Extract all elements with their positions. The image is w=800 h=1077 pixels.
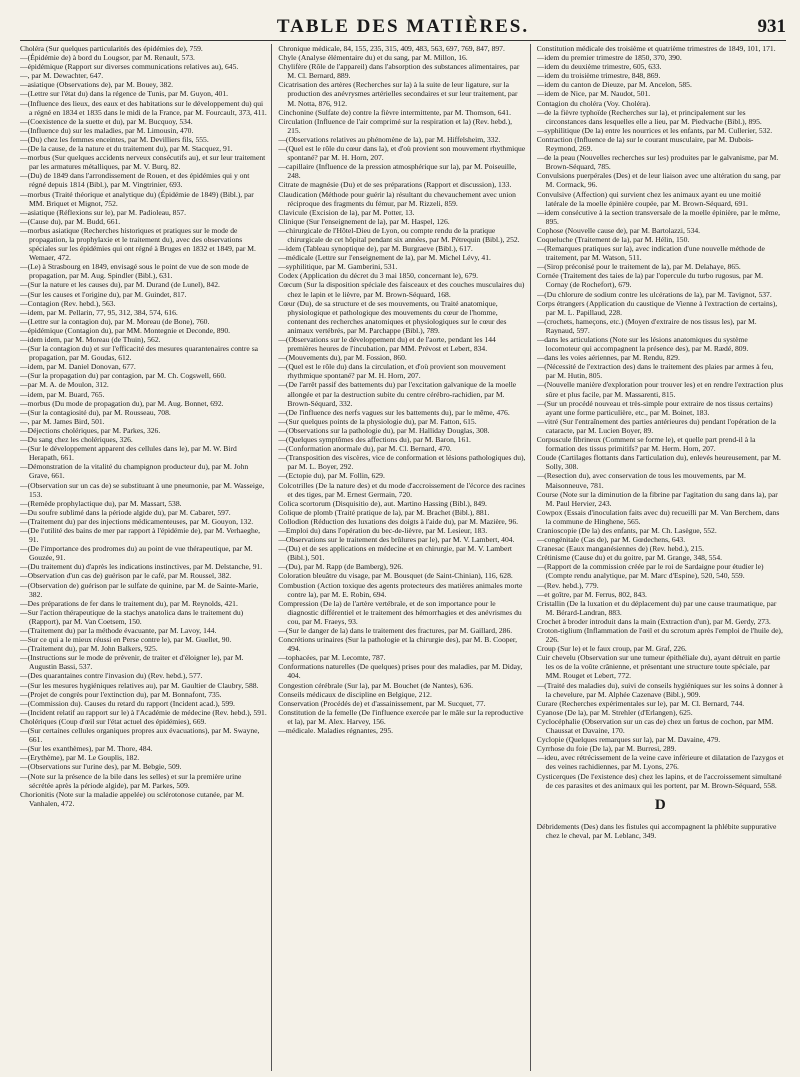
index-entry: Conformations naturelles (De quelques) prises pour des maladies, par M. Diday, 404. — [278, 662, 523, 681]
index-entry: —(De l'arrêt passif des battements du) par l'excitation galvanique de la moelle allongée et par la destruction subite du centre cérébro-rachidien, par M. Brown-Séquard, 332. — [278, 380, 517, 408]
index-entry: Chylifère (Rôle de l'appareil) dans l'absorption des substances alimentaires, par M. Cl. Bernard, 889. — [278, 62, 520, 81]
index-entry: —ideu, avec rétrécissement de la veine cave inférieure et dilatation de l'azygos et des veines rachidiennes, par M. Lyons, 276. — [536, 753, 784, 772]
index-entry: —(Note sur la présence de la bile dans les selles) et sur la première urine sécrétée après la période algide), par M. Parkes, 509. — [20, 771, 242, 790]
index-entry: —(Mouvements du), par M. Fossion, 860. — [278, 353, 407, 363]
index-entry: —congénitale (Cas de), par M. Gœdechens, 643. — [536, 535, 686, 545]
index-entry: —(Coexistence de la suette et du), par M. Bucquoy, 534. — [20, 116, 193, 126]
index-entry: —épidémique (Contagion du), par MM. Montegnie et Deconde, 890. — [20, 325, 231, 335]
index-entry: —morbus (Traité théorique et analytique du) (Épidémie de 1849) (Bibl.), par MM. Briquet et Mignot, 752. — [20, 189, 254, 208]
page-number: 931 — [757, 16, 786, 37]
index-entry: —(De l'influence des nerfs vagues sur les battements du), par le même, 476. — [278, 407, 510, 417]
index-entry: Cœcum (Sur la disposition spéciale des faisceaux et des couches musculaires du) chez le lapin et le lièvre, par M. Brown-Séquard, 168. — [278, 280, 525, 299]
index-entry: Choléra (Sur quelques particularités des épidémies de), 759. — [20, 44, 203, 53]
index-entry: Crétinisme (Cause du) et du goitre, par M. Grange, 348, 554. — [536, 553, 723, 563]
index-entry: Chorionitis (Note sur la maladie appelée) ou sclérotonose cutanée, par M. Vanhalen, 472. — [20, 789, 244, 808]
index-entry: Cyclocéphalie (Observation sur un cas de) chez un fœtus de cochon, par MM. Chaussat et Davaine, 170. — [536, 716, 774, 736]
index-entry: Crochet à broder introduit dans la main (Extraction d'un), par M. Gerdy, 273. — [536, 616, 771, 626]
index-entry: —(Erythème), par M. Le Gouplis, 182. — [20, 753, 140, 763]
index-entry: Coloration bleuâtre du visage, par M. Bousquet (de Saint-Chinian), 116, 628. — [278, 571, 513, 581]
index-entry: —(Sur le danger de la) dans le traitement des fractures, par M. Gaillard, 286. — [278, 626, 513, 635]
index-entry: Citrate de magnésie (Du) et de ses préparations (Rapport et discussion), 133. — [278, 180, 512, 190]
index-entry: —(Influence du) sur les maladies, par M. Limousin, 470. — [20, 125, 194, 135]
index-entry: —(Observations sur l'urine des), par M. Bebgie, 509. — [20, 762, 182, 772]
index-entry: —dans les voies aériennes, par M. Rendu, 829. — [536, 353, 680, 363]
index-entry: —(Du traitement du) d'après les indications instinctives, par M. Delstanche, 91. — [20, 562, 263, 572]
index-entry: —morbus (Sur quelques accidents nerveux consécutifs au), et sur leur traitement par les armatures métalliques, par M. V. Burq, 82. — [20, 153, 266, 172]
index-entry: Corpuscule fibrineux (Comment se forme le), et quelle part prend-il à la formation des tissus primitifs? par M. Herm. Horn, 207. — [536, 435, 756, 454]
index-entry: Congestion cérébrale (Sur la), par M. Bouchet (de Nantes), 636. — [278, 680, 473, 690]
index-entry: Débridements (Des) dans les fistules qui accompagnent la phlébite suppurative chez le cheval, par M. Leblanc, 349. — [536, 821, 777, 840]
index-entry: —idem du premier trimestre de 1850, 370, 390. — [536, 53, 682, 63]
index-entry: Cyanose (De la), par M. Strehler (d'Erlangen), 625. — [536, 707, 693, 717]
index-entry: Circulation (Influence de l'air comprimé sur la respiration et la) (Rev. hebd.), 215. — [278, 116, 512, 135]
index-entry: —(Observation de) guérison par le sulfate de quinine, par M. de Sainte-Marie, 382. — [20, 580, 259, 599]
index-entry: —(De la cause, de la nature et du traitement du), par M. Stacquez, 91. — [20, 144, 233, 154]
index-entry: Cophose (Nouvelle cause de), par M. Bartolazzi, 534. — [536, 225, 701, 235]
index-entry: Claudication (Méthode pour guérir la) résultant du chevauchement avec union réciproque des fragments du fémur, par M. Rizzeli, 859. — [278, 189, 516, 208]
index-entry: —(Sur la contagiosité du), par M. Rousseau, 708. — [20, 407, 171, 417]
index-entry: —(Lettre sur la contagion du), par M. Moreau (de Bone), 760. — [20, 316, 210, 326]
index-entry: —Déjections cholériques, par M. Parkes, 326. — [20, 425, 161, 435]
index-entry: —(Quelques symptômes des affections du), par M. Baron, 161. — [278, 435, 471, 445]
index-entry: —Observations sur le traitement des brûlures par le), par M. V. Lambert, 404. — [278, 535, 515, 545]
index-entry: —capillaire (Influence de la pression atmosphérique sur la), par M. Poiseuille, 248. — [278, 162, 517, 181]
index-entry: —(Du) et de ses applications en médecine et en chirurgie, par M. V. Lambert (Bibl.), 501. — [278, 544, 512, 563]
index-entry: Convulsive (Affection) qui survient chez les animaux ayant eu une moitié latérale de la moelle épinière coupée, par M. Brown-Séquard, 691. — [536, 189, 761, 208]
index-entry: —(De l'importance des prodromes du) au point de vue thérapeutique, par M. Gouzée, 91. — [20, 544, 253, 563]
index-entry: Constitution de la femelle (De l'influence exercée par le mâle sur la reproductive et la), par M. Alex. Harvey, 156. — [278, 707, 524, 726]
index-entry: —(Sur la propagation du) par contagion, par M. Ch. Cogswell, 660. — [20, 371, 227, 381]
index-entry: —médicale (Lettre sur l'enseignement de la), par M. Michel Lévy, 41. — [278, 253, 491, 263]
index-entry: Compression (De la) de l'artère vertébrale, et de son importance pour le diagnostic différentiel et le traitement des hémorrhagies et des anévrismes du cou, par M. Fraeys, 93. — [278, 598, 522, 626]
index-entry: —(Sur les causes et l'origine du), par M. Guindet, 817. — [20, 289, 187, 299]
index-entry: —idem du deuxième trimestre, 605, 633. — [536, 62, 662, 72]
index-entry: Coqueluche (Traitement de la), par M. Hélin, 150. — [536, 234, 690, 244]
index-entry: Croup (Sur le) et le faux croup, par M. Graf, 226. — [536, 644, 687, 654]
index-entry: —(Transposition des viscères, vice de conformation et lésions pathologiques du), par M. L. Boyer, 292. — [278, 453, 526, 472]
index-entry: Clavicule (Excision de la), par M. Potter, 13. — [278, 207, 415, 217]
index-entry: —Des préparations de fer dans le traitement du), par M. Reynolds, 421. — [20, 598, 238, 608]
index-entry: Croton-tiglium (Inflammation de l'œil et du scrotum après l'emploi de l'huile de), 226. — [536, 626, 783, 645]
index-entry: —(Nouvelle manière d'exploration pour trouver les) et en rendre l'extraction plus sûre et plus facile, par M. Massarenti, 815. — [536, 380, 784, 399]
index-entry: Course (Note sur la diminution de la fibrine par l'agitation du sang dans la), par M. Paul Hervier, 243. — [536, 489, 778, 508]
index-entry: Cysticerques (De l'existence des) chez les lapins, et de l'accroissement simultané de ces parasites et des animaux qui les portent, par M. Brown-Séquard, 558. — [536, 771, 782, 790]
index-entry: Cœur (Du), de sa structure et de ses mouvements, ou Traité anatomique, physiologique et pathologique des mouvements du cœur de l'homme, contenant des recherches anatomiques et physiologiques sur le cœur des animaux vertébrés, par M. Parchappe (Bibl.), 789. — [278, 298, 507, 335]
index-entry: Cranioscopie (De la) des enfants, par M. Ch. Lasègue, 552. — [536, 525, 717, 535]
index-entry: —(Sur le développement apparent des cellules dans le), par M. W. Bird Herapath, 661. — [20, 444, 237, 463]
index-entry: Cholériques (Coup d'œil sur l'état actuel des épidémies), 669. — [20, 716, 207, 726]
index-entry: —(Sur la nature et les causes du), par M. Durand (de Lunel), 842. — [20, 280, 220, 290]
index-entry: —vitré (Sur l'entraînement des parties antérieures du) pendant l'opération de la cataracte, par M. Lucien Boyer, 89. — [536, 416, 776, 435]
index-entry: —chirurgicale de l'Hôtel-Dieu de Lyon, ou compte rendu de la pratique chirurgicale de cet hôpital pendant six années, par M. Pétrequin (Bibl.), 252. — [278, 225, 520, 244]
index-entry: —Observation d'un cas de) guérison par le café, par M. Roussel, 382. — [20, 571, 232, 581]
index-entry: Conseils médicaux de discipline en Belgique, 212. — [278, 689, 432, 699]
index-entry: Cinchonine (Sulfate de) contre la fièvre intermittente, par M. Thomson, 641. — [278, 107, 511, 117]
index-entry: —(Remède prophylactique du), par M. Massart, 538. — [20, 498, 182, 508]
index-entry: —, par M. James Bird, 501. — [20, 416, 105, 426]
index-entry: —idem (Tableau synoptique de), par M. Burgraeve (Bibl.), 617. — [278, 244, 473, 254]
index-entry: —Démonstration de la vitalité du champignon producteur du), par M. John Grave, 661. — [20, 462, 249, 481]
index-entry: —idem, par M. Buard, 765. — [20, 389, 105, 399]
index-entry: —asiatique (Réflexions sur le), par M. Padioleau, 857. — [20, 207, 186, 217]
index-entry: —(Du), par M. Rapp (de Bamberg), 926. — [278, 562, 404, 572]
index-entry: —(crochets, hameçons, etc.) (Moyen d'extraire de nos tissus les), par M. Raynaud, 597. — [536, 316, 757, 335]
index-entry: Convulsions puerpérales (Des) et de leur liaison avec une altération du sang, par M. Cormack, 96. — [536, 171, 781, 190]
index-entry: Cranesac (Eaux manganésiennes de) (Rev. hebd.), 215. — [536, 544, 705, 554]
index-entry: —par M. A. de Moulon, 312. — [20, 380, 109, 390]
index-entry: —Emploi du) dans l'opération du bec-de-lièvre, par M. Lesieur, 183. — [278, 525, 488, 535]
index-entry: Colcotrilles (De la nature des) et du mode d'accroissement de l'écorce des racines et des tiges, par M. Ernest Germain, 720. — [278, 480, 526, 499]
index-entry: Corps étrangers (Application du caustique de Vienne à l'extraction de certains), par M. L. Papillaud, 228. — [536, 298, 778, 317]
index-entry: —(Conformation anormale du), par M. Cl. Bernard, 470. — [278, 444, 452, 454]
index-entry: —idem, par M. Pellarin, 77, 95, 312, 384, 574, 616. — [20, 307, 178, 317]
index-entry: —(Remarques pratiques sur la), avec indication d'une nouvelle méthode de traitement, par M. Watson, 511. — [536, 244, 765, 263]
index-entry: Contraction (Influence de la) sur le courant musculaire, par M. Dubois-Reymond, 269. — [536, 134, 754, 154]
section-letter: D — [654, 796, 666, 813]
index-entry: —(Quel est le rôle du cœur dans la), et d'où provient son mouvement rhythmique spontané? par M. H. Horn, 207. — [278, 144, 526, 163]
index-entry: —(De l'utilité des bains de mer par rapport à l'épidémie de), par M. Verhaeghe, 91. — [20, 525, 261, 545]
index-entry: Colica scortorum (Disquisitio de), aut. Martino Hassing (Bibl.), 849. — [278, 498, 487, 508]
index-entry: —(Traité des maladies du), suivi de conseils hygiéniques sur les soins à donner à la chevelure, par M. Alphée Cazenave (Bibl.), 909. — [536, 680, 783, 699]
index-entry: Codex (Application du décret du 3 mai 1850, concernant le), 679. — [278, 271, 479, 281]
index-entry: —(Traitement du), par M. John Balkers, 925. — [20, 644, 158, 654]
index-entry: —morbus asiatique (Recherches historiques et pratiques sur le mode de propagation, la prophylaxie et le traitement du), avec des observations spéciales sur les épidémies qui ont régné à Bruges en 1832 et 1849, par M. Wemaer, 472. — [20, 225, 256, 263]
index-entry: —Du soufre sublimé dans la période algide du), par M. Cabaret, 597. — [20, 507, 231, 517]
index-entry: —(Du chlorure de sodium contre les ulcérations de la), par M. Tavignot, 537. — [536, 289, 772, 299]
index-entry: —(Instructions sur le mode de prévenir, de traiter et d'éloigner le), par M. Augustin Bassi, 537. — [20, 653, 244, 672]
index-entry: Clinique (Sur l'enseignement de la), par M. Haspel, 126. — [278, 216, 450, 226]
index-entry: Conservation (Procédés de) et d'assainissement, par M. Sucquet, 77. — [278, 698, 486, 708]
page-header — [20, 14, 786, 41]
index-entry: Chyle (Analyse élémentaire du) et du sang, par M. Millon, 16. — [278, 53, 468, 63]
index-entry: —(Observations sur la pathologie du), par M. Halliday Douglas, 308. — [278, 425, 490, 435]
index-entry: —(Des quarantaines contre l'invasion du) (Rev. hebd.), 577. — [20, 671, 203, 681]
index-entry: Chronique médicale, 84, 155, 235, 315, 409, 483, 563, 697, 769, 847, 897. — [278, 44, 505, 53]
index-entry: —médicale. Maladies régnantes, 295. — [278, 726, 394, 736]
index-entry: —épidémique (Rapport sur diverses communications relatives au), 645. — [20, 62, 239, 72]
index-entry: —(Nécessité de l'extraction des) dans le traitement des plaies par armes à feu, par M. Hutin, 805. — [536, 362, 774, 381]
index-entry: —Du sang chez les cholériques, 326. — [20, 435, 133, 445]
index-entry: —idem de Nice, par M. Naudot, 501. — [536, 89, 651, 99]
index-entry: —dans les articulations (Note sur les lésions anatomiques du système locomoteur qui accompagnent la présence des), par M. Rædé, 809. — [536, 335, 749, 354]
index-column-1 — [20, 44, 272, 1071]
index-entry: —(Observations sur le développement du) et de l'aorte, pendant les 144 premières heures de l'incubation, par MM. Prévost et Lebert, 834. — [278, 335, 496, 354]
index-entry: Collodion (Réduction des luxations des doigts à l'aide du), par M. Mazière, 96. — [278, 516, 519, 526]
index-column-2 — [278, 44, 530, 1071]
index-entry: —idem du canton de Dieuze, par M. Ancelon, 585. — [536, 80, 692, 90]
index-entry: Cyclopie (Quelques remarques sur la), par M. Davaine, 479. — [536, 735, 721, 745]
index-entry: Colique de plomb (Traité pratique de la), par M. Brachet (Bibl.), 881. — [278, 507, 490, 517]
index-entry: Cuir chevelu (Observation sur une tumeur épithéliale du), ayant détruit en partie les os de la voûte crânienne, et présentant une structure toute spéciale, par MM. Rouget et Lebert, 772. — [536, 653, 781, 681]
index-entry: Concrétions urinaires (Sur la pathologie et la chirurgie des), par M. B. Cooper, 494. — [278, 635, 518, 654]
index-entry: Contagion du choléra (Voy. Choléra). — [536, 98, 651, 108]
index-entry: —(Traitement du) par des injections médicamenteuses, par M. Gouyon, 132. — [20, 516, 254, 526]
index-entry: —(Rapport de la commission créée par le roi de Sardaigne pour étudier le) (Compte rendu analytique, par M. Marc d'Espine), 520, 540, 559. — [536, 562, 764, 581]
index-entry: —(Le) à Strasbourg en 1849, envisagé sous le point de vue de son mode de propagation, par M. Aug. Spindler (Bibl.), 631. — [20, 262, 249, 281]
index-entry: —(Sur les exanthèmes), par M. Thore, 484. — [20, 744, 153, 754]
index-entry: —idem consécutive à la section transversale de la moelle épinière, par le même, 895. — [536, 207, 780, 226]
index-entry: —morbus (Du mode de propagation du), par M. Aug. Bonnet, 692. — [20, 398, 224, 408]
index-entry: —tophacées, par M. Lecomte, 787. — [278, 653, 386, 663]
index-entry: Cicatrisation des artères (Recherches sur la) à la suite de leur ligature, sur la production des anévrysmes artérielles secondaires et sur leur traitement, par M. Notta, 876, 912. — [278, 80, 518, 108]
index-entry: —(Épidémie de) à bord du Lougsor, par M. Renault, 573. — [20, 53, 195, 63]
index-entry: —syphilitique (De la) entre les nourrices et les enfants, par M. Cullerier, 532. — [536, 125, 773, 135]
index-entry: —(Cause du), par M. Budd, 661. — [20, 216, 121, 226]
index-entry: —(Rev. hebd.), 779. — [536, 580, 599, 590]
index-entry: —de la peau (Nouvelles recherches sur les) produites par le galvanisme, par M. Brown-Séquard, 785. — [536, 153, 779, 172]
index-entry: —(Du) chez les femmes enceintes, par M. Devilliers fils, 555. — [20, 134, 209, 144]
index-entry: —(Lettre sur l'état du) dans la régence de Tunis, par M. Guyon, 401. — [20, 89, 229, 99]
index-entry: —(Sur certaines cellules organiques propres aux évacuations), par M. Swayne, 661. — [20, 726, 260, 745]
index-entry: —(Influence des lieux, des eaux et des habitations sur le développement du) qui a régné en 1834 et 1835 dans le midi de la France, par M. Fourcault, 373, 411. — [20, 98, 267, 117]
index-entry: —Sur l'action thérapeutique de la stachys anatolica dans le traitement du) (Rapport), par M. Van Coetsem, 150. — [20, 607, 244, 626]
index-entry: —, par M. Dewachter, 647. — [20, 71, 104, 81]
page-title: TABLE DES MATIÈRES. — [276, 16, 530, 37]
index-entry: —asiatique (Observations de), par M. Bouey, 382. — [20, 80, 174, 90]
index-entry: —de la fièvre typhoïde (Recherches sur la), et principalement sur les circonstances dans lesquelles elle a lieu, par M. Piedvache (Bibl.), 895. — [536, 107, 762, 126]
index-entry: —(Resection du), avec conservation de tous les mouvements, par M. Maisonneuve, 781. — [536, 471, 746, 490]
index-entry: —Contagion (Rev. hebd.), 563. — [20, 298, 116, 308]
index-entry: —(Observation sur un cas de) se substituant à une pneumonie, par M. Wasseige, 153. — [20, 480, 265, 499]
index-entry: —(Incident relatif au rapport sur le) à l'Académie de médecine (Rev. hebd.), 591. — [20, 707, 267, 717]
index-entry: Constitution médicale des troisième et quatrième trimestres de 1849, 101, 171. — [536, 44, 776, 53]
index-entry: Cowpox (Essais d'inoculation faits avec du) recueilli par M. Van Berchem, dans la commune de Hinghene, 565. — [536, 507, 780, 526]
index-entry: —(Projet de congrès pour l'extinction du), par M. Bonnafont, 735. — [20, 689, 222, 699]
index-entry: —(Ectopie du), par M. Follin, 629. — [278, 471, 385, 481]
index-entry: Cristallin (De la luxation et du déplacement du) par une cause traumatique, par M. Bérard-Landran, 883. — [536, 598, 777, 617]
index-entry: Cyrrhose du foie (De la), par M. Burresi, 289. — [536, 744, 677, 754]
index-entry: —(Quel est le rôle du) dans la circulation, et d'où provient son mouvement rhythmique spontané? par M. H. Horn, 207. — [278, 362, 506, 381]
index-entry: —idem idem, par M. Moreau (de Thuin), 562. — [20, 335, 161, 344]
index-entry: —(Sur un procédé nouveau et très-simple pour extraire de nos tissus certains) ayant une forme particulière, etc., par M. Boinet, 183. — [536, 398, 773, 417]
index-entry: —(Traitement du) par la méthode évacuante, par M. Lavoy, 144. — [20, 626, 217, 635]
index-entry: Cornée (Traitement des taies de la) par l'opercule du turbo rugosus, par M. Cornay (de Rochefort), 679. — [536, 271, 763, 290]
index-entry: —(Sirop préconisé pour le traitement de la), par M. Delahaye, 865. — [536, 262, 741, 272]
index-entry: —(Du) de 1849 dans l'arrondissement de Rouen, et des épidémies qui y ont régné depuis 1814 (Bibl.), par M. Vingtrinier, 693. — [20, 171, 250, 190]
index-entry: —(Sur la contagion du) et sur l'efficacité des mesures quarantenaires contre sa propagation, par M. Goudas, 612. — [20, 344, 259, 363]
index-entry: —Sur ce qui a le mieux réussi en Perse contre le), par M. Guellet, 90. — [20, 635, 232, 645]
index-entry: —idem du troisième trimestre, 848, 869. — [536, 71, 661, 81]
index-entry: —(Commission du). Causes du retard du rapport (Incident acad.), 599. — [20, 698, 235, 708]
index-entry: —et goître, par M. Ferrus, 802, 843. — [536, 589, 647, 599]
index-entry: —syphilitique, par M. Gamberini, 531. — [278, 262, 398, 272]
index-entry: —(Sur les mesures hygiéniques relatives au), par M. Gaultier de Claubry, 588. — [20, 680, 259, 690]
index-entry: —idem, par M. Daniel Donovan, 677. — [20, 362, 136, 372]
index-entry: Combustion (Action toxique des agents protecteurs des matières animales morte contre la), par M. E. Robin, 694. — [278, 580, 523, 599]
index-entry: —(Observations relatives au phénomène de la), par M. Hiffelsheim, 332. — [278, 134, 501, 144]
index-column-3 — [537, 44, 788, 1071]
index-entry: Coude (Cartilages flottants dans l'articulation du), enlevés heureusement, par M. Solly, 308. — [536, 453, 781, 472]
index-entry: Curare (Recherches expérimentales sur le), par M. Cl. Bernard, 744. — [536, 698, 745, 708]
index-entry: —(Sur quelques points de la physiologie du), par M. Fatton, 615. — [278, 416, 477, 426]
index-columns — [20, 44, 788, 1071]
